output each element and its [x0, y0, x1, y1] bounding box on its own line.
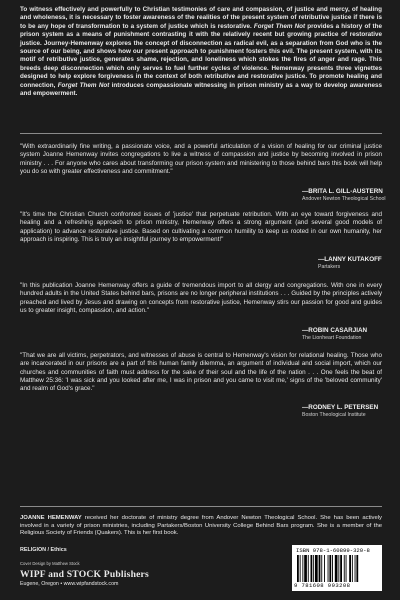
publisher-logo: WIPF and STOCK Publishers — [20, 569, 149, 580]
intro-text-2: provides a history of the prison system as a means of punishment contrasting it with the relatively recent but growing practice of restorative justice. Journey-Hemenway explores the concept of disconnection as radical evil, as a separation from God who is the source of our being, and shows how our present approach to punishment fosters this evil. The present system, with its motif of retributive justice, generates shame, rejection, and loneliness which stokes the fires of anger and rage. This breeds deep disconnection which only serves to fuel further cycles of violence. Hemenway presents three vignettes designed to help explore forgiveness in the context of both retributive and restorative justice. To promote healing and connection, — [20, 22, 383, 89]
endorser-name-3: —ROBIN CASARJIAN — [302, 327, 368, 334]
divider — [20, 506, 382, 507]
barcode-number: 9 781608 993208 — [294, 582, 351, 589]
barcode-bars — [296, 555, 378, 582]
endorser-org-4: Boston Theological Institute — [302, 412, 366, 418]
divider — [20, 133, 382, 134]
intro-text-3: introduces compassionate witnessing in prison ministry as a way to develop awareness and empowerment. — [20, 81, 382, 98]
subject-category: RELIGION / Ethics — [20, 547, 67, 553]
publisher-address: Eugene, Oregon • www.wipfandstock.com — [20, 581, 119, 587]
book-title-1: Forget Them Not — [253, 22, 306, 30]
cover-design-credit: Cover Design by Matthew Stock — [20, 561, 80, 566]
author-bio-text: received her doctorate of ministry degree from Andover Newton Theological School. She has been actively involved in a variety of prison ministries, including Partakers/Boston University College Behind Bars program. She is a member of the Religious Society of Friends (Quakers). This is her first book. — [20, 515, 382, 537]
isbn-label: ISBN 978-1-60899-320-8 — [296, 547, 370, 554]
endorser-name-4: —RODNEY L. PETERSEN — [302, 404, 379, 411]
barcode — [292, 545, 382, 591]
endorser-org-1: Andover Newton Theological School — [302, 196, 386, 202]
endorser-org-2: Partakers — [318, 264, 341, 270]
endorser-name-1: —BRITA L. GILL-AUSTERN — [302, 188, 383, 195]
endorsement-quote-3: "In this publication Joanne Hemenway offers a guide of tremendous import to all clergy and congregations. With one in every hundred adults in the United States behind bars, prisons are no longer peripheral institutions . . . Guided by the principles actively preached and lived by Jesus and drawing on concepts from restorative justice, Hemenway stirs our passion for good and guides us to greater insight, compassion, and action." — [20, 282, 382, 314]
author-bio — [20, 515, 382, 538]
endorsement-quote-4: "That we are all victims, perpetrators, and witnesses of abuse is central to Hemenway's vision for relational healing. Those who are incarcerated in our prisons are a part of this human family dilemma, an argument of individual and social import, which our churches and communities of faith must address for the sake of their soul and the life of the nation . . . One feels the beat of Matthew 25:36: 'I was sick and you looked after me, I was in prison and you came to visit me,' signs of the 'beloved community' and realm of God's grace." — [20, 352, 382, 393]
endorsement-quote-2: "It's time the Christian Church confronted issues of 'justice' that perpetuate retribution. With an eye toward forgiveness and healing and a refreshing approach to prison ministry, Hemenway offers a strong argument (and several good models of application) to advance restorative justice. Based on cultivating a common humility to keep us rooted in our own humanity, her approach is inspiring. This is truly an insightful journey to empowerment!" — [20, 211, 382, 243]
book-title-2: Forget Them Not — [57, 81, 110, 89]
endorser-org-3: The Lionheart Foundation — [302, 335, 362, 341]
endorser-name-2: —LANNY KUTAKOFF — [318, 256, 382, 263]
endorsement-quote-1: "With extraordinarily fine writing, a passionate voice, and a powerful articulation of a vision of healing for our criminal justice system Joanne Hemenway invites congregations to live a witness of compassion and justice by becoming involved in prison ministry . . . For anyone who cares about transforming our prison system and ministering to those behind bars this book will help you do so with greater effectiveness and commitment." — [20, 143, 382, 175]
intro-text-1: To witness effectively and powerfully to Christian testimonies of care and compassion, of justice and mercy, of healing and wholeness, it is necessary to foster awareness of the realities of the present system of retributive justice if there is to be any hope of transformation to a system of justice which is restorative. — [20, 6, 382, 30]
back-cover-description — [20, 6, 382, 98]
author-name: JOANNE HEMENWAY — [20, 515, 82, 521]
